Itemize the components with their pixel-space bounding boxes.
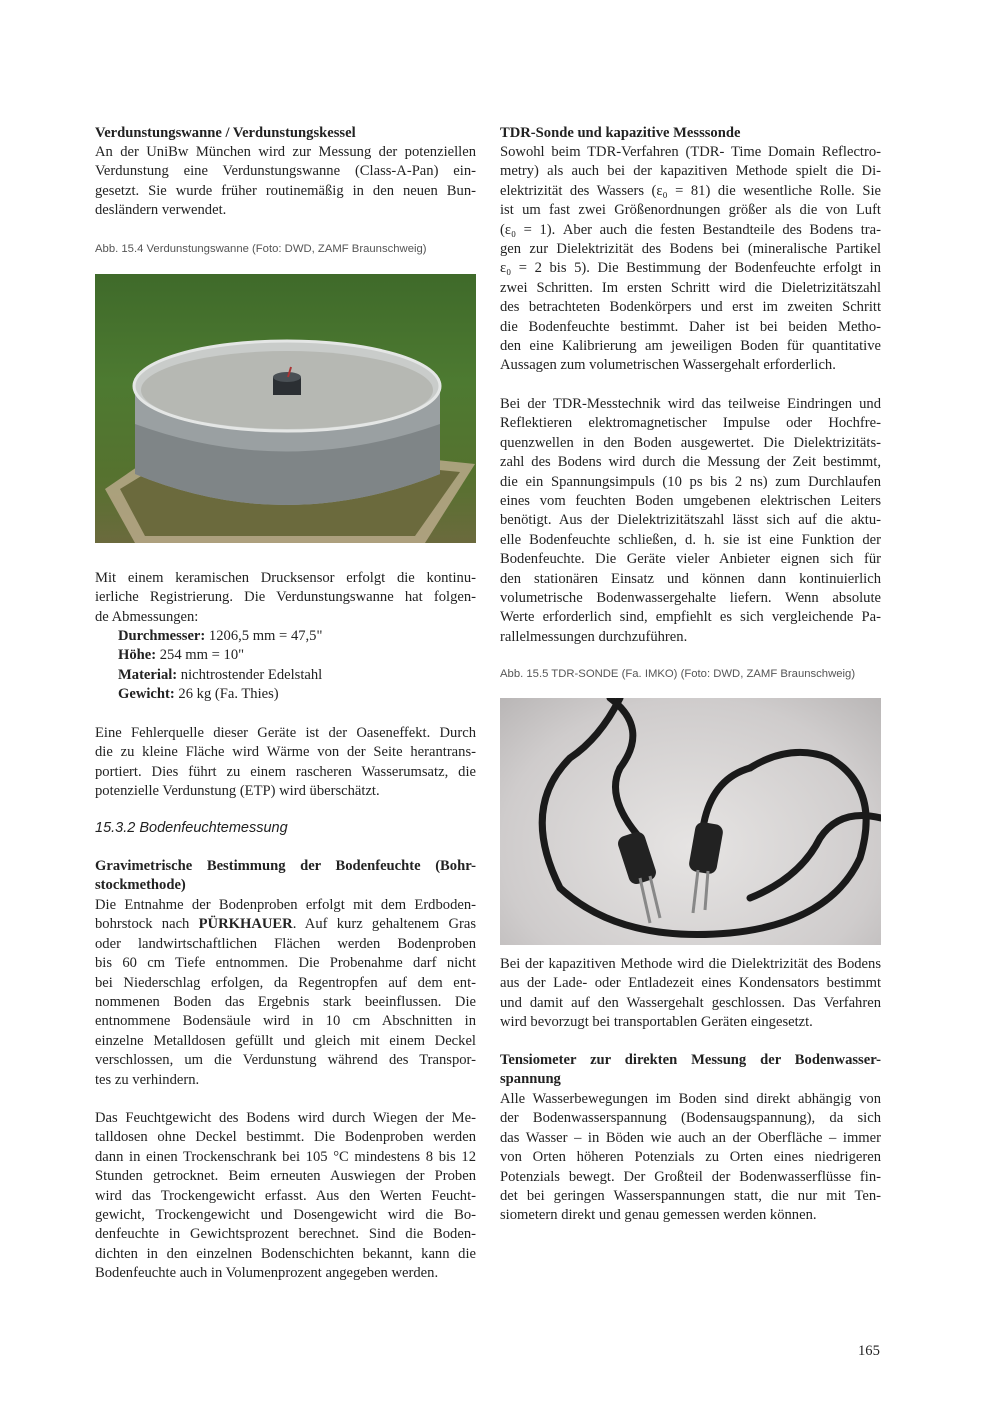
text-segment: . Auf kurz gehaltenem Gras	[292, 916, 476, 933]
heading-tdr-sonde: TDR-Sonde und kapazitive Messsonde	[500, 125, 741, 141]
text-line: Das Feuchtgewicht des Bodens wird durch Wiegen der Me-	[95, 1110, 476, 1126]
paragraph	[95, 569, 476, 627]
text-line: volumetrische Bodenwassergehalte liefern. Wenn absolute	[500, 589, 881, 606]
text-line: ist um fast zwei Größenordnungen größer als die von Luft	[500, 202, 881, 219]
text-line: der Bodenwasserspannung (Bodensaugspannung), da sich	[500, 1110, 881, 1127]
text-line: Aussagen zum volumetrischen Wassergehalt erforderlich.	[500, 357, 836, 374]
text-line: gewicht, Trockengewicht und Dosengewicht wird die Bo-	[95, 1206, 476, 1223]
text-line: von Orten höheren Potenzials zu Orten eines niedrigeren	[500, 1149, 881, 1166]
text-line: Werte erforderlich sind, empfiehlt es sich vergleichende Pa-	[500, 609, 881, 626]
text-line: de Abmessungen:	[95, 608, 199, 625]
text-line: des betrachteten Bodenkörpers und erst im zweiten Schritt	[500, 299, 881, 316]
paragraph	[500, 1090, 881, 1226]
section-heading: 15.3.2 Bodenfeuchtemessung	[95, 820, 288, 836]
spec-item	[95, 666, 476, 685]
text-line: verschlossen, um die Verdunstung während des Transpor-	[95, 1052, 476, 1069]
spec-item	[95, 685, 476, 704]
spec-item	[95, 646, 476, 665]
text-line: siometern direkt und genau gemessen werden können.	[500, 1207, 817, 1224]
text-line: tes zu verhindern.	[95, 1071, 200, 1088]
paragraph	[95, 896, 476, 1090]
text-line: stockmethode)	[95, 877, 186, 894]
heading-tensiometer	[500, 1051, 881, 1090]
text-line: benötigt. Aus der Dielektrizitätszahl lässt sich auf die aktu-	[500, 512, 881, 529]
paragraph	[500, 395, 881, 647]
text-line: die zu kleine Fläche wird Wärme von der Seite herantrans-	[95, 744, 476, 761]
text-line: bei Niederschlag erfolgen, da Regentropfen auf dem ent-	[95, 974, 476, 991]
spec-value: 26 kg (Fa. Thies)	[174, 686, 279, 703]
spec-label: Durchmesser:	[118, 628, 206, 644]
text-line: elle Bodenfeuchte schließen, d. h. sie ist eine Funktion der	[500, 531, 881, 548]
text-line: potenzielle Verdunstung (ETP) wird überschätzt.	[95, 783, 380, 800]
text-line: wird bevorzugt bei transportablen Geräten eingesetzt.	[500, 1014, 813, 1031]
text-line: eines vom feuchten Boden umgebenen elektrischen Leiters	[500, 492, 881, 509]
text-line: spannung	[500, 1071, 561, 1088]
text-line: (ε₀ = 1). Aber auch die festen Bestandteile des Bodens tra-	[500, 221, 881, 238]
spec-label: Höhe:	[118, 647, 157, 664]
text-line: einzelne Metalldosen gefüllt und gleich mit einem Deckel	[95, 1032, 476, 1049]
spec-value: 1206,5 mm = 47,5"	[205, 628, 323, 644]
text-line: elektrizität des Wassers (ε₀ = 81) die wesentliche Rolle. Sie	[500, 182, 881, 199]
paragraph	[500, 955, 881, 1033]
text-line: entnommene Bodensäule wird in 10 cm Abschnitten in	[95, 1013, 476, 1030]
evaporation-pan-photo	[95, 274, 476, 543]
text-line: denfeuchte in Gewichtsprozent berechnet. Sind die Boden-	[95, 1226, 476, 1243]
tdr-probe-photo	[500, 698, 881, 945]
text-line: desländern verwendet.	[95, 202, 227, 219]
text-line	[95, 915, 476, 934]
text-line: dann in einen Trockenschrank bei 105 °C mindestens 8 bis 12	[95, 1148, 476, 1165]
text-line: den eine Kalibrierung am jeweiligen Boden für quantitative	[500, 337, 881, 354]
text-line: gesetzt. Sie wurde früher routinemäßig in den neuen Bun-	[95, 182, 476, 199]
paragraph	[95, 143, 476, 221]
dimensions-list	[95, 627, 476, 705]
text-line: dichten in den einzelnen Bodenschichten bekannt, kann die	[95, 1245, 476, 1262]
text-line: Bodenfeuchte auch in Volumenprozent angegeben werden.	[95, 1265, 439, 1282]
text-line: An der UniBw München wird zur Messung der potenziellen	[95, 144, 476, 160]
text-line: Reflektieren elektromagnetischer Impulse oder Hochfre-	[500, 415, 881, 432]
figure-caption: Abb. 15.5 TDR-SONDE (Fa. IMKO) (Foto: DWD, ZAMF Braunschweig)	[500, 668, 856, 680]
text-line: oder landwirtschaftlichen Flächen werden Bodenproben	[95, 935, 476, 952]
text-line: Sowohl beim TDR-Verfahren (TDR- Time Domain Reflectro-	[500, 144, 881, 160]
text-line: talldosen ohne Deckel bestimmt. Die Bodenproben werden	[95, 1129, 476, 1146]
text-line: Mit einem keramischen Drucksensor erfolgt die kontinu-	[95, 570, 476, 586]
text-line: gen zur Dielektrizität des Bodens bei (mineralische Partikel	[500, 240, 881, 257]
text-line: aus der Lade- oder Entladezeit eines Kondensators bestimmt	[500, 975, 881, 992]
text-line: rallelmessungen durchzuführen.	[500, 628, 688, 645]
heading-gravimetrie	[95, 857, 476, 896]
text-line: das Wasser – in Böden wie auch an der Oberfläche – immer	[500, 1129, 881, 1146]
text-line: ierliche Registrierung. Die Verdunstungswanne hat folgen-	[95, 589, 476, 606]
text-line: bis 60 cm Tiefe entnommen. Die Probenahme darf nicht	[95, 955, 476, 972]
text-line: zwei Schritten. Im ersten Schritt wird die Dieletrizitätszahl	[500, 279, 881, 296]
text-line: Verdunstung eine Verdunstungswanne (Class-A-Pan) ein-	[95, 163, 476, 180]
spec-value: 254 mm = 10"	[156, 647, 245, 664]
spec-label: Gewicht:	[118, 686, 175, 703]
text-line: quenzwellen in den Boden ausgewertet. Die Dielektrizitäts-	[500, 434, 881, 451]
paragraph	[500, 143, 881, 376]
paragraph	[95, 1109, 476, 1284]
text-line: wird das Trockengewicht erfasst. Aus den Werten Feucht-	[95, 1187, 476, 1204]
paragraph	[95, 724, 476, 802]
text-line: ε₀ = 2 bis 5). Die Bestimmung der Bodenfeuchte erfolgt in	[500, 260, 881, 277]
spec-value: nichtrostender Edelstahl	[177, 666, 323, 683]
text-line: Bei der TDR-Messtechnik wird das teilweise Eindringen und	[500, 396, 881, 412]
page-number: 165	[858, 1343, 880, 1359]
text-line: Die Entnahme der Bodenproben erfolgt mit dem Erdboden-	[95, 897, 476, 913]
text-line: zahl des Bodens wird durch die Messung der Zeit bestimmt,	[500, 454, 881, 471]
bold-term: PÜRKHAUER	[198, 916, 293, 933]
text-line: Potenzials bewegt. Der Großteil der Bodenwasserflüsse fin-	[500, 1168, 881, 1185]
text-line: Bodenfeuchte. Die Geräte vieler Anbieter eignen sich für	[500, 551, 881, 568]
figure-caption: Abb. 15.4 Verdunstungswanne (Foto: DWD, ZAMF Braunschweig)	[95, 243, 427, 255]
text-line: den stationären Einsatz und können dann kontinuierlich	[500, 570, 881, 587]
text-line: portiert. Dies führt zu einem rascheren Wasserumsatz, die	[95, 763, 476, 780]
text-line: Bei der kapazitiven Methode wird die Dielektrizität des Bodens	[500, 956, 881, 972]
text-line: Eine Fehlerquelle dieser Geräte ist der Oaseneffekt. Durch	[95, 725, 476, 741]
text-segment: bohrstock nach	[95, 916, 199, 933]
spec-item	[95, 627, 476, 646]
text-line: und damit auf den Wassergehalt geschlossen. Das Verfahren	[500, 994, 881, 1011]
text-line: Tensiometer zur direkten Messung der Bodenwasser-	[500, 1052, 881, 1068]
text-line: nommenen Boden das Ergebnis stark beeinflussen. Die	[95, 993, 476, 1010]
text-line: die Bodenfeuchte bestimmt. Daher ist bei beiden Metho-	[500, 318, 881, 335]
text-line: det bei geringen Wasserspannungen statt, die nur mit Ten-	[500, 1187, 881, 1204]
spec-label: Material:	[118, 666, 178, 683]
heading-verdunstungswanne: Verdunstungswanne / Verdunstungskessel	[95, 125, 356, 141]
text-line: Gravimetrische Bestimmung der Bodenfeuchte (Bohr-	[95, 858, 476, 874]
text-line: die ein Spannungsimpuls (10 ps bis 2 ns) zum Durchlaufen	[500, 473, 881, 490]
text-line: Stunden getrocknet. Beim erneuten Auswiegen der Proben	[95, 1168, 476, 1185]
text-line: metry) als auch bei der kapazitiven Methode spielt die Di-	[500, 163, 881, 180]
text-line: Alle Wasserbewegungen im Boden sind direkt abhängig von	[500, 1091, 881, 1107]
